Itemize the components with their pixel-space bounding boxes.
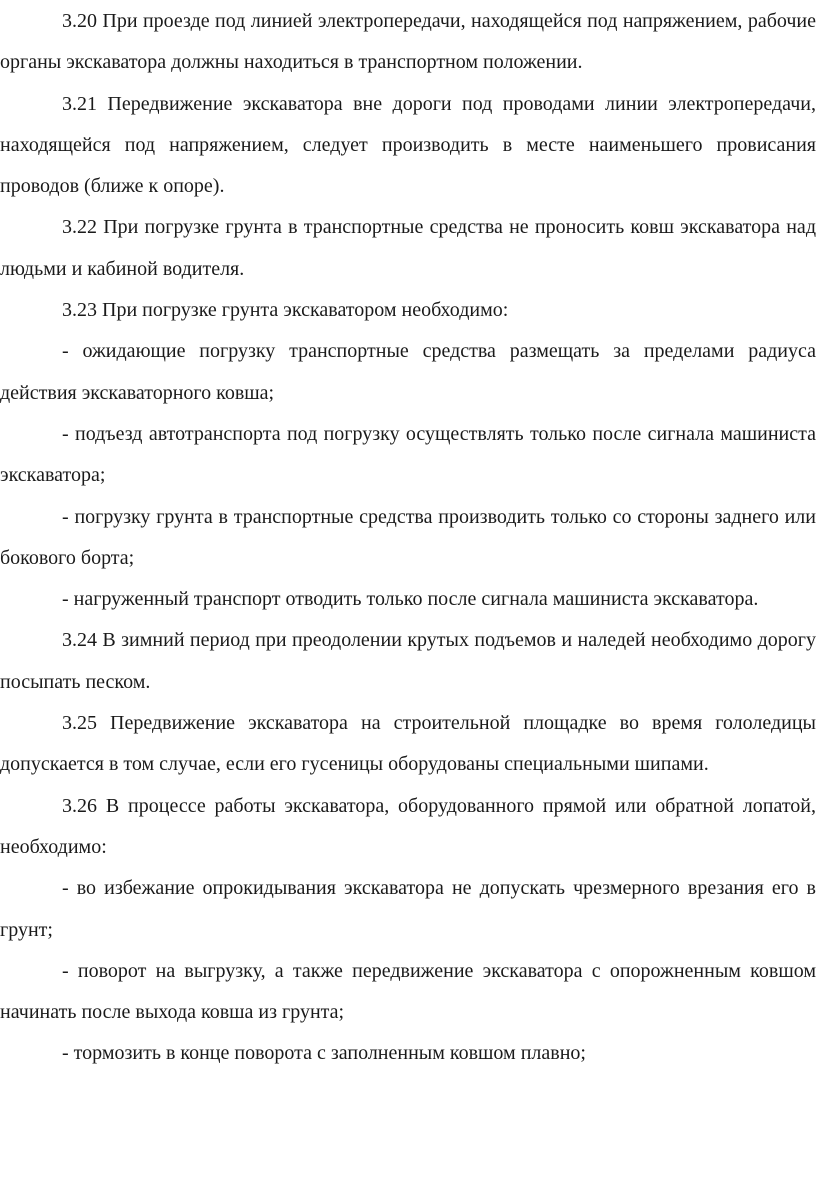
list-item-3-23-d: - нагруженный транспорт отводить только после сигнала машиниста экскаватора.	[62, 588, 759, 611]
paragraph-3-24: 3.24 В зимний период при преодолении крутых подъемов и наледей необходимо дорогу посыпать песком.	[0, 629, 816, 693]
paragraph-3-26: 3.26 В процессе работы экскаватора, оборудованного прямой или обратной лопатой, необходимо:	[0, 794, 816, 858]
list-item-3-26-b: - поворот на выгрузку, а также передвижение экскаватора с опорожненным ковшом начинать после выхода ковша из грунта;	[0, 959, 816, 1024]
list-item-3-23-c: - погрузку грунта в транспортные средства производить только со стороны заднего или бокового борта;	[0, 505, 816, 569]
paragraph-3-20: 3.20 При проезде под линией электропередачи, находящейся под напряжением, рабочие органы экскаватора должны находиться в транспортном положении.	[0, 10, 816, 74]
paragraph-3-22: 3.22 При погрузке грунта в транспортные средства не проносить ковш экскаватора над людьми и кабиной водителя.	[0, 216, 816, 280]
paragraph-3-21: 3.21 Передвижение экскаватора вне дороги под проводами линии электропередачи, находящейся под напряжением, следует производить в месте наименьшего провисания проводов (ближе к опоре).	[0, 92, 816, 198]
paragraph-3-25: 3.25 Передвижение экскаватора на строительной площадке во время гололедицы допускается в том случае, если его гусеницы оборудованы специальными шипами.	[0, 712, 816, 776]
paragraph-3-23: 3.23 При погрузке грунта экскаватором необходимо:	[62, 299, 509, 322]
list-item-3-26-a: - во избежание опрокидывания экскаватора не допускать чрезмерного врезания его в грунт;	[0, 877, 816, 941]
list-item-3-23-b: - подъезд автотранспорта под погрузку осуществлять только после сигнала машиниста экскаватора;	[0, 422, 816, 487]
list-item-3-26-c: - тормозить в конце поворота с заполненным ковшом плавно;	[62, 1042, 586, 1065]
list-item-3-23-a: - ожидающие погрузку транспортные средства размещать за пределами радиуса действия экскаваторного ковша;	[0, 340, 816, 404]
